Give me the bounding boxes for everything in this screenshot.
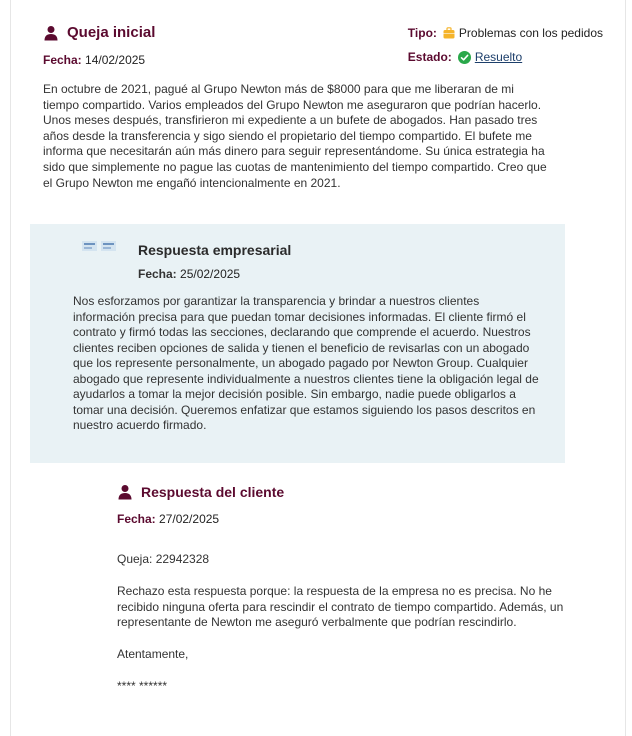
complaint-date-value: 14/02/2025 <box>85 53 146 67</box>
company-logo-icon <box>82 239 118 253</box>
complaint-title: Queja inicial <box>67 24 156 41</box>
person-icon <box>117 484 133 500</box>
customer-response-text: Rechazo esta respuesta porque: la respuesta de la empresa no es precisa. No he recibido ninguna oferta para rescindir el contrato de tiempo compartido. Además, un representante de Newton me aseguró verbalmente que podrían rescindirlo. <box>117 583 564 630</box>
person-icon <box>43 25 59 41</box>
business-response-title: Respuesta empresarial <box>138 242 292 258</box>
customer-date-label: Fecha: <box>117 512 156 526</box>
customer-response <box>117 484 577 711</box>
check-circle-icon <box>458 51 471 64</box>
type-label: Tipo: <box>407 26 437 40</box>
briefcase-icon <box>443 27 455 39</box>
business-response-body: Nos esforzamos por garantizar la transparencia y brindar a nuestros clientes información precisa para que puedan tomar decisiones informadas. El cliente firmó el contrato y firmó todas las secciones, declarando que comprende el acuerdo. Nuestros clientes reciben opciones de salida y tienen el beneficio de revisarlas con un abogado que los represente personalmente, un abogado pagado por Newton Group. Cualquier abogado que represente individualmente a nuestros clientes tiene la obligación legal de ayudarlos a tomar la mejor decisión posible. Sin embargo, nadie puede obligarlos a tomar una decisión. Queremos enfatizar que estamos siguiendo los pasos descritos en nuestro acuerdo firmado. <box>73 294 539 432</box>
complaint-header <box>43 24 603 72</box>
review-card <box>10 0 626 736</box>
customer-response-body <box>117 552 577 695</box>
complaint-reference: Queja: 22942328 <box>117 552 210 566</box>
complaint-meta <box>408 24 603 66</box>
status-label: Estado: <box>407 50 452 64</box>
customer-response-date <box>117 512 577 526</box>
status-link[interactable]: Resuelto <box>474 50 523 64</box>
customer-date-value: 27/02/2025 <box>159 512 220 526</box>
business-response-date <box>138 267 240 281</box>
business-date-value: 25/02/2025 <box>180 267 241 281</box>
complaint-type <box>408 24 603 42</box>
complaint-status <box>408 48 603 66</box>
customer-closing: Atentamente, <box>117 647 189 662</box>
customer-title-row <box>117 484 577 500</box>
customer-signature: **** ****** <box>117 678 168 693</box>
complaint-body: En octubre de 2021, pagué al Grupo Newton más de $8000 para que me liberaran de mi tiempo compartido. Varios empleados del Grupo Newton me aseguraron que podrían hacerlo. Unos meses después, transfirieron mi expediente a un bufete de abogados. Han pasado tres años desde la transferencia y sigo siendo el propietario del tiempo compartido. El bufete me informa que necesitarán aún más dinero para seguir representándome. Su única estrategia ha sido que simplemente no pague las cuotas de mantenimiento del tiempo compartido. Creo que el Grupo Newton me engañó intencionalmente en 2021. <box>43 82 547 190</box>
business-response <box>30 224 565 463</box>
business-date-label: Fecha: <box>138 267 177 281</box>
type-value: Problemas con los pedidos <box>458 26 603 40</box>
complaint-date-label: Fecha: <box>43 53 82 67</box>
customer-response-title: Respuesta del cliente <box>141 484 285 500</box>
